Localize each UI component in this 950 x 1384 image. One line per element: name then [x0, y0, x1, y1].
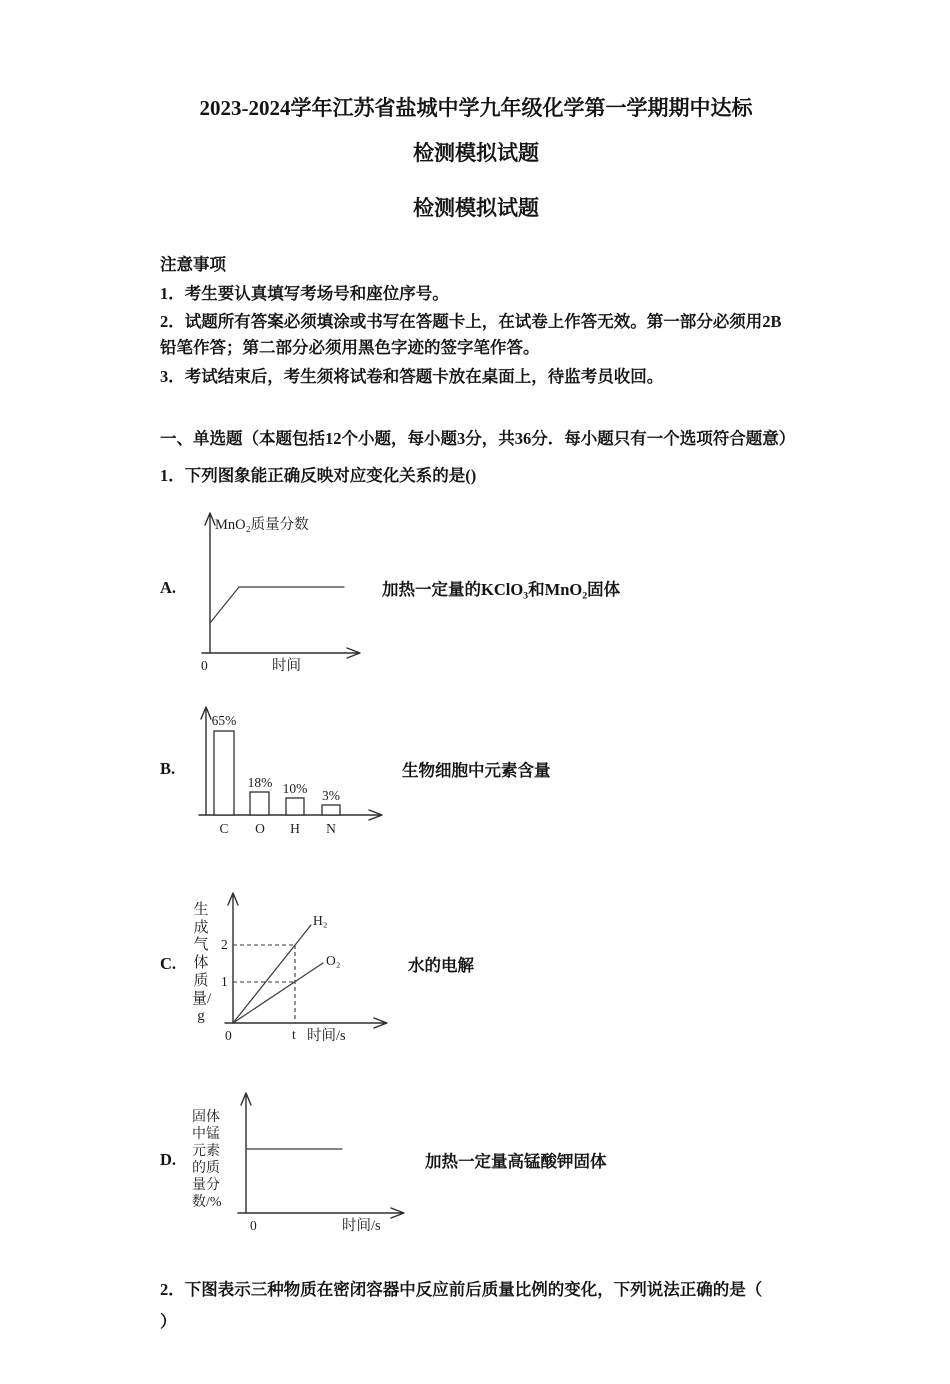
note-item-2: 2．试题所有答案必须填涂或书写在答题卡上，在试卷上作答无效。第一部分必须用2B铅笔作答；第二部分必须用黑色字迹的签字笔作答。 — [160, 312, 782, 358]
chart-c-y-axis — [228, 893, 238, 1023]
title-line-1: 2023-2024学年江苏省盐城中学九年级化学第一学期期中达标 — [199, 96, 753, 120]
chart-b-bar-c — [214, 731, 234, 815]
option-a-chart — [192, 503, 372, 673]
chart-d-y-axis-label: 固体中锰元素的质量分数/% — [192, 1109, 222, 1211]
option-b-description: 生物细胞中元素含量 — [402, 761, 551, 781]
chart-b-value-o: 18% — [247, 775, 273, 791]
title-line-2: 检测模拟试题 — [413, 141, 539, 166]
note-item-3: 3．考试结束后，考生须将试卷和答题卡放在桌面上，待监考员收回。 — [160, 366, 664, 386]
page-title — [160, 86, 792, 176]
option-a-description: 加热一定量的KClO₃和MnO₂固体 — [382, 580, 621, 600]
chart-d-x-axis — [238, 1208, 404, 1218]
chart-b-bar-n — [322, 805, 340, 815]
chart-b-value-n: 3% — [322, 788, 340, 804]
option-a-label: A. — [160, 578, 177, 598]
option-b-chart — [192, 699, 392, 839]
page-subtitle: 检测模拟试题 — [413, 196, 539, 221]
option-c — [160, 883, 792, 1045]
option-a — [160, 503, 792, 673]
chart-b-bar-h — [286, 798, 304, 815]
chart-a-curve — [210, 587, 344, 623]
chart-c-origin-label: 0 — [225, 1028, 232, 1044]
notes-section — [160, 252, 792, 390]
option-d — [160, 1085, 792, 1235]
chart-c-o2-line — [233, 963, 323, 1023]
option-c-label: C. — [160, 954, 177, 974]
option-b-label: B. — [160, 759, 176, 779]
chart-a-y-axis-label: MnO₂质量分数 — [215, 517, 309, 534]
chart-a-x-axis — [202, 648, 360, 658]
chart-c-tick-2: 2 — [221, 937, 228, 953]
chart-a-svg — [192, 503, 372, 673]
option-d-label: D. — [160, 1150, 177, 1170]
chart-b-category-o: O — [255, 821, 265, 837]
question-2-closing: ） — [160, 1312, 177, 1332]
chart-c-tick-t: t — [292, 1027, 296, 1043]
chart-c-o2-label: O₂ — [326, 953, 341, 969]
option-c-description: 水的电解 — [408, 956, 474, 976]
chart-c-y-axis-label: 生成气体质量/g — [192, 902, 212, 1025]
chart-a-origin-label: 0 — [201, 658, 208, 674]
note-item-1: 1．考生要认真填写考场号和座位序号。 — [160, 283, 449, 303]
chart-b-category-h: H — [290, 821, 300, 837]
option-b — [160, 699, 792, 839]
chart-d-origin-label: 0 — [250, 1218, 257, 1234]
notes-header: 注意事项 — [160, 255, 226, 275]
chart-a-x-axis-label: 时间 — [272, 658, 301, 674]
chart-d-x-axis-label: 时间/s — [342, 1218, 381, 1235]
chart-b-value-c: 65% — [211, 713, 237, 729]
chart-b-value-h: 10% — [282, 781, 308, 797]
chart-d-y-axis — [241, 1093, 251, 1213]
chart-b-y-axis — [201, 707, 211, 815]
chart-b-svg — [192, 699, 392, 839]
option-d-description: 加热一定量高锰酸钾固体 — [425, 1152, 607, 1172]
chart-c-tick-1: 1 — [221, 974, 228, 990]
chart-d-svg — [230, 1085, 415, 1235]
chart-c-x-axis — [225, 1018, 387, 1028]
chart-a-y-axis — [205, 513, 215, 653]
option-c-chart — [192, 883, 398, 1045]
section-header: 一、单选题（本题包括12个小题，每小题3分，共36分．每小题只有一个选项符合题意） — [160, 429, 796, 449]
option-d-chart — [192, 1085, 415, 1235]
chart-b-category-c: C — [219, 821, 229, 837]
chart-c-h2-line — [233, 925, 311, 1023]
chart-b-bar-o — [250, 792, 269, 815]
chart-c-h2-label: H₂ — [313, 913, 328, 929]
chart-c-svg — [213, 883, 398, 1045]
question-2-text: 2．下图表示三种物质在密闭容器中反应前后质量比例的变化，下列说法正确的是（ — [160, 1280, 763, 1300]
question-1-text: 1．下列图象能正确反映对应变化关系的是() — [160, 465, 477, 485]
chart-b-category-n: N — [326, 821, 336, 837]
chart-c-x-axis-label: 时间/s — [307, 1028, 346, 1045]
